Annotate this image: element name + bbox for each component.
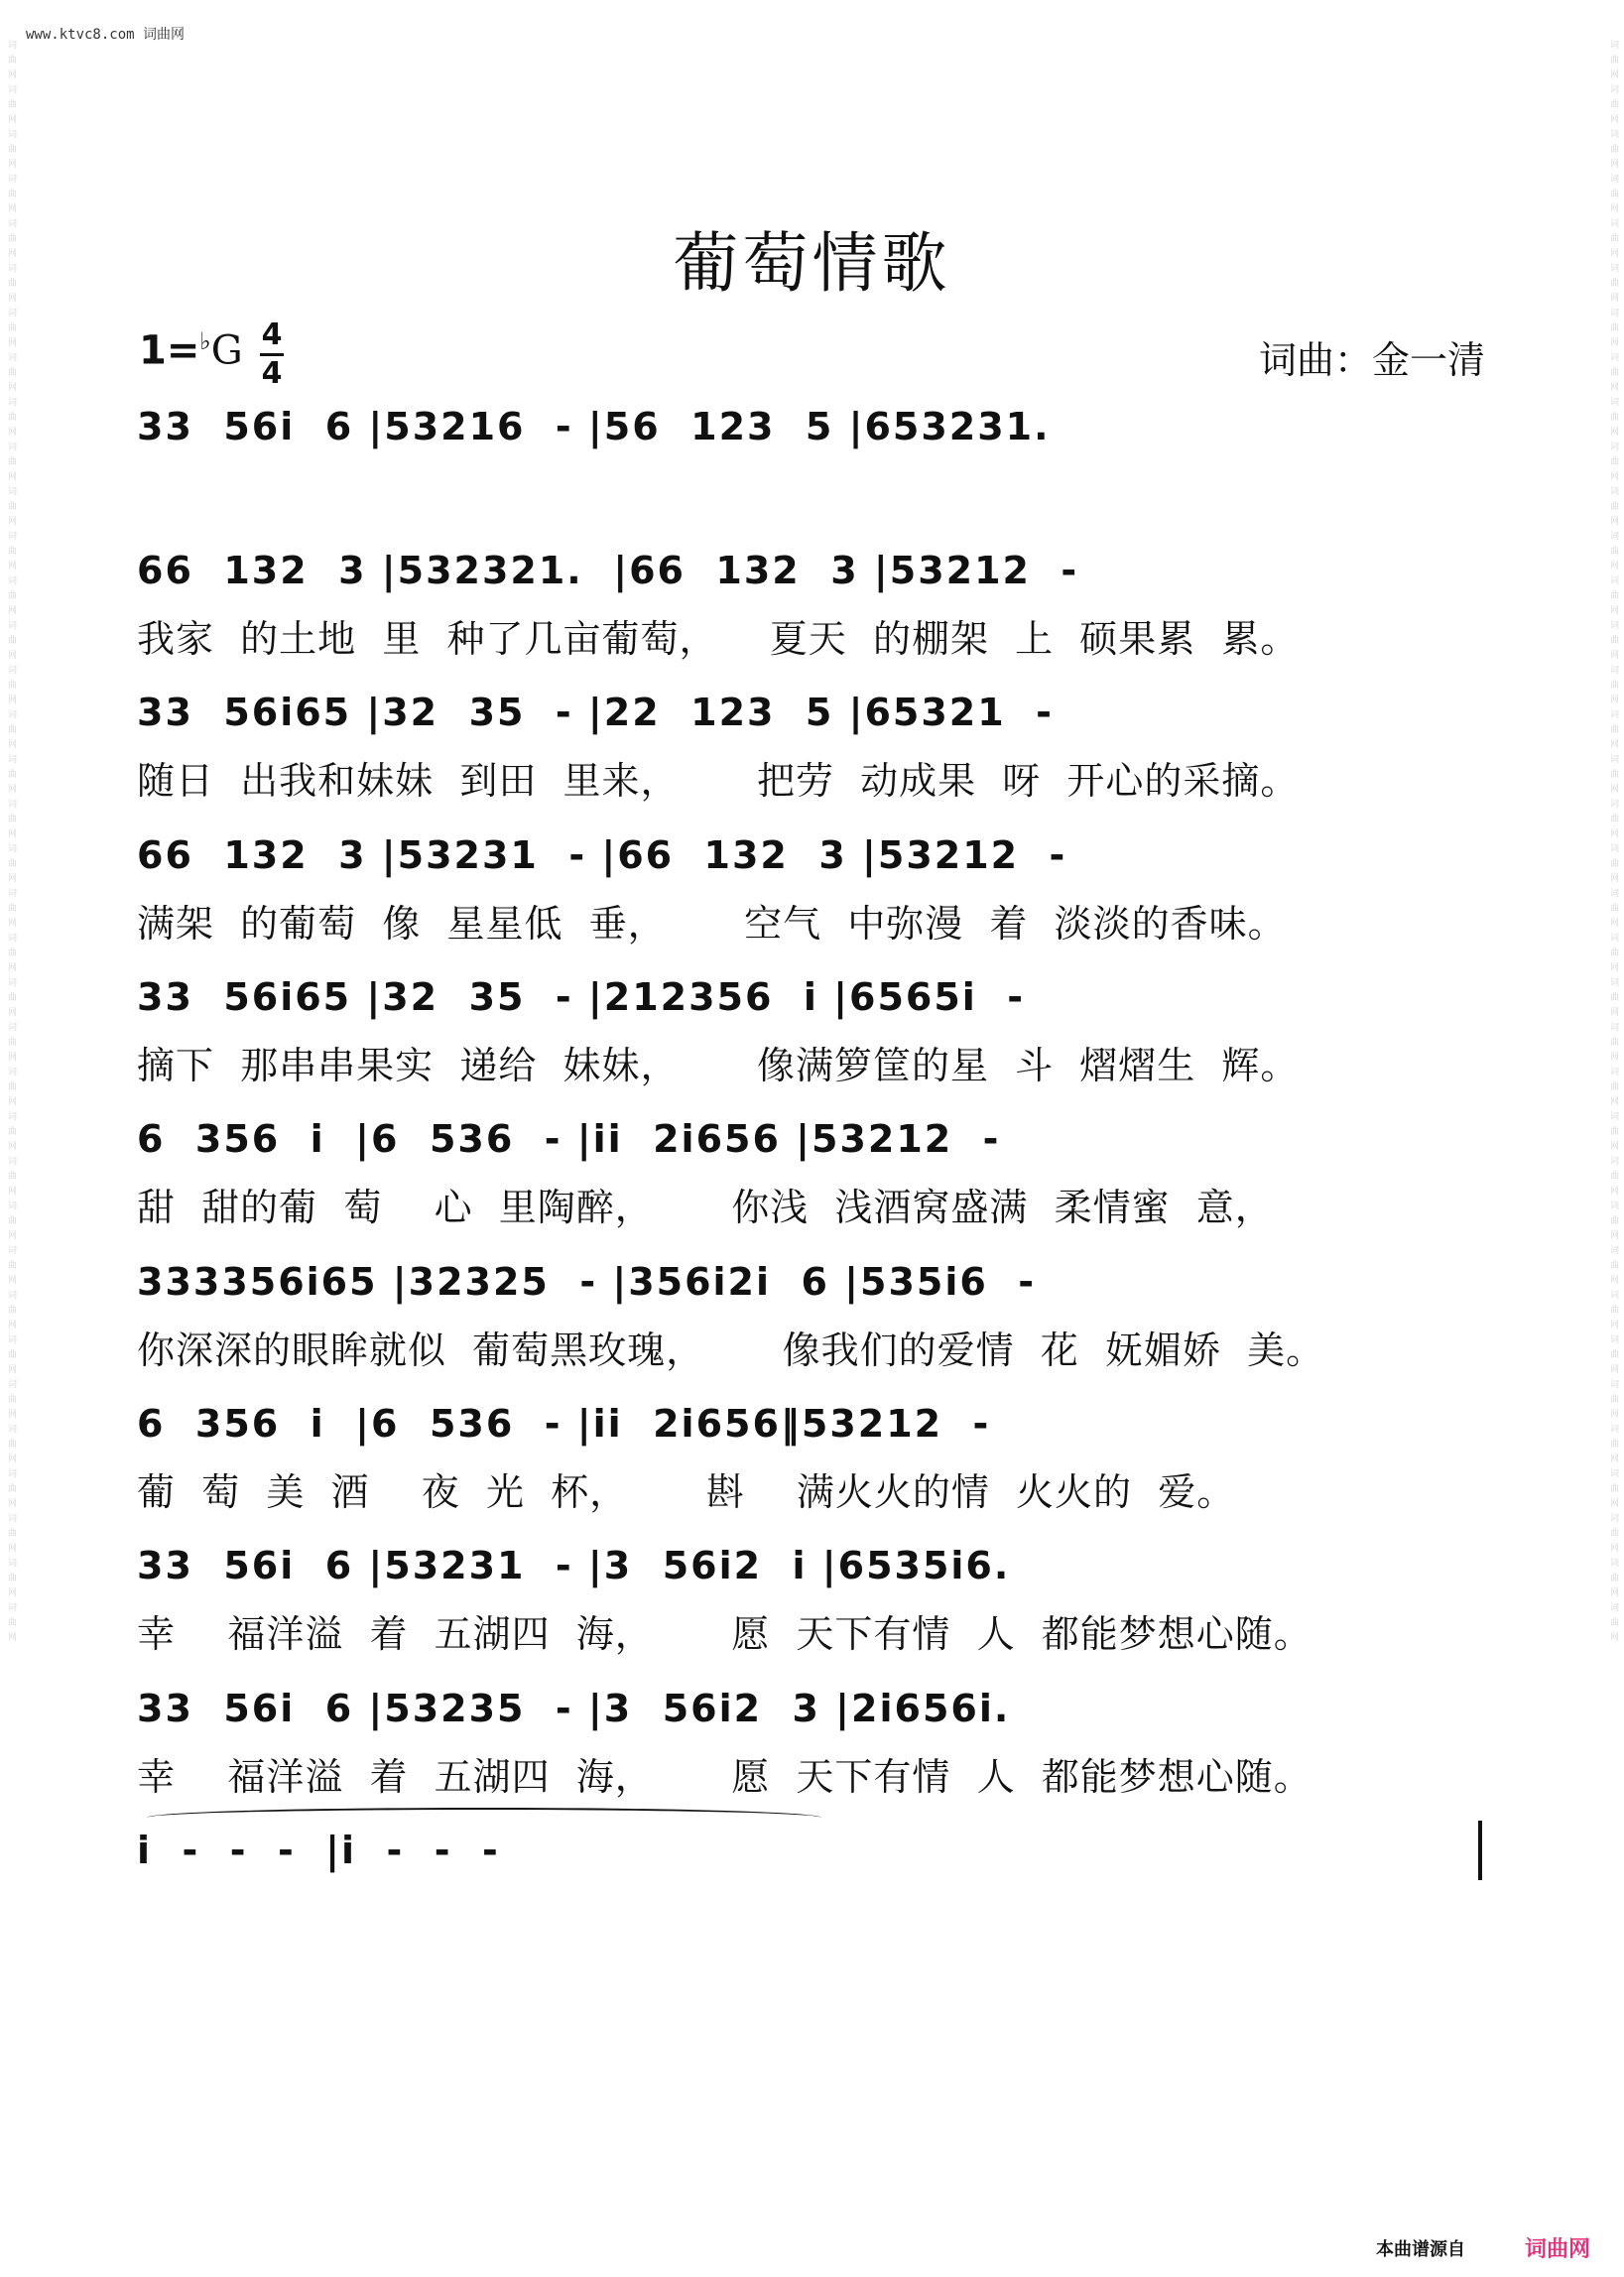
lyric-line: 甜 甜的葡 萄 心 里陶醉， 你浅 浅酒窝盛满 柔情蜜 意， bbox=[137, 1186, 1274, 1229]
final-barline bbox=[1478, 1821, 1482, 1880]
lyric-line: 幸 福洋溢 着 五湖四 海， 愿 天下有情 人 都能梦想心随。 bbox=[137, 1755, 1312, 1799]
site-logo: 词曲网 bbox=[1524, 2237, 1590, 2262]
watermark-right: 词曲网词曲网词曲网词曲网词曲网词曲网词曲网词曲网词曲网词曲网词曲网词曲网词曲网词曲网词曲网词曲网词曲网词曲网词曲网词曲网词曲网词曲网词曲网词曲网词曲网词曲网词曲网词曲网词曲网词曲网词曲网词曲网词曲网词曲网词曲网词曲网 bbox=[1608, 40, 1618, 1647]
lyric-line: 葡 萄 美 酒 夜 光 杯， 斟 满火火的情 火火的 爱。 bbox=[137, 1470, 1236, 1514]
lyric-line: 幸 福洋溢 着 五湖四 海， 愿 天下有情 人 都能梦想心随。 bbox=[137, 1612, 1312, 1656]
lyric-line: 随日 出我和妹妹 到田 里来， 把劳 动成果 呀 开心的采摘。 bbox=[137, 759, 1300, 803]
lyric-line: 摘下 那串串果实 递给 妹妹， 像满箩筐的星 斗 熠熠生 辉。 bbox=[137, 1044, 1300, 1087]
score-row bbox=[137, 1679, 1490, 1738]
page-title: 葡萄情歌 bbox=[673, 225, 951, 302]
notation-line: 33 56i 6 |53216 - |56 123 5 |653231. bbox=[137, 405, 1081, 448]
lyric-line: 满架 的葡萄 像 星星低 垂， 空气 中弥漫 着 淡淡的香味。 bbox=[137, 902, 1287, 946]
composer-credit: 词曲：金一清 bbox=[1258, 338, 1485, 382]
notation-line: 33 56i 6 |53231 - |3 56i2 i |6535i6. bbox=[137, 1544, 1041, 1587]
score-row bbox=[137, 1252, 1490, 1312]
footer-source-label: 本曲谱源自 bbox=[1376, 2239, 1465, 2260]
tie-arc bbox=[147, 1808, 821, 1828]
notation-line: 66 132 3 |532321. |66 132 3 |53212 - bbox=[137, 549, 1094, 592]
notation-line: 33 56i65 |32 35 - |212356 i |6565i - bbox=[137, 975, 1041, 1019]
notation-line: 66 132 3 |53231 - |66 132 3 |53212 - bbox=[137, 833, 1082, 877]
time-signature: 4 4 bbox=[261, 317, 283, 391]
score-row bbox=[137, 825, 1490, 885]
notation-line: 6 356 i |6 536 - |ii 2i656 |53212 - bbox=[137, 1117, 1016, 1161]
notation-line: 33 56i65 |32 35 - |22 123 5 |65321 - bbox=[137, 691, 1069, 734]
notation-line: 6 356 i |6 536 - |ii 2i656‖53212 - bbox=[137, 1402, 1006, 1446]
score-row bbox=[137, 1109, 1490, 1169]
score-row bbox=[137, 1394, 1490, 1454]
notation-line: 333356i65 |32325 - |356i2i 6 |535i6 - bbox=[137, 1260, 1052, 1304]
score-row bbox=[137, 1821, 1490, 1880]
lyric-line: 你深深的眼眸就似 葡萄黑玫瑰， 像我们的爱情 花 妩媚娇 美。 bbox=[137, 1328, 1325, 1372]
lyric-line: 我家 的土地 里 种了几亩葡萄， 夏天 的棚架 上 硕果累 累。 bbox=[137, 617, 1300, 661]
key-signature: 1=♭G bbox=[139, 327, 243, 374]
score-row bbox=[137, 541, 1490, 600]
score-row bbox=[137, 967, 1490, 1027]
score-row bbox=[137, 683, 1490, 742]
watermark-left: 词曲网词曲网词曲网词曲网词曲网词曲网词曲网词曲网词曲网词曲网词曲网词曲网词曲网词曲网词曲网词曲网词曲网词曲网词曲网词曲网词曲网词曲网词曲网词曲网词曲网词曲网词曲网词曲网词曲网词曲网词曲网词曲网词曲网词曲网词曲网词曲网 bbox=[6, 40, 16, 1647]
notation-line: i - - - |i - - - bbox=[137, 1829, 531, 1872]
score-row bbox=[137, 1536, 1490, 1595]
source-url: www.ktvc8.com 词曲网 bbox=[26, 27, 186, 43]
score-row bbox=[137, 397, 1490, 456]
notation-line: 33 56i 6 |53235 - |3 56i2 3 |2i656i. bbox=[137, 1687, 1041, 1730]
